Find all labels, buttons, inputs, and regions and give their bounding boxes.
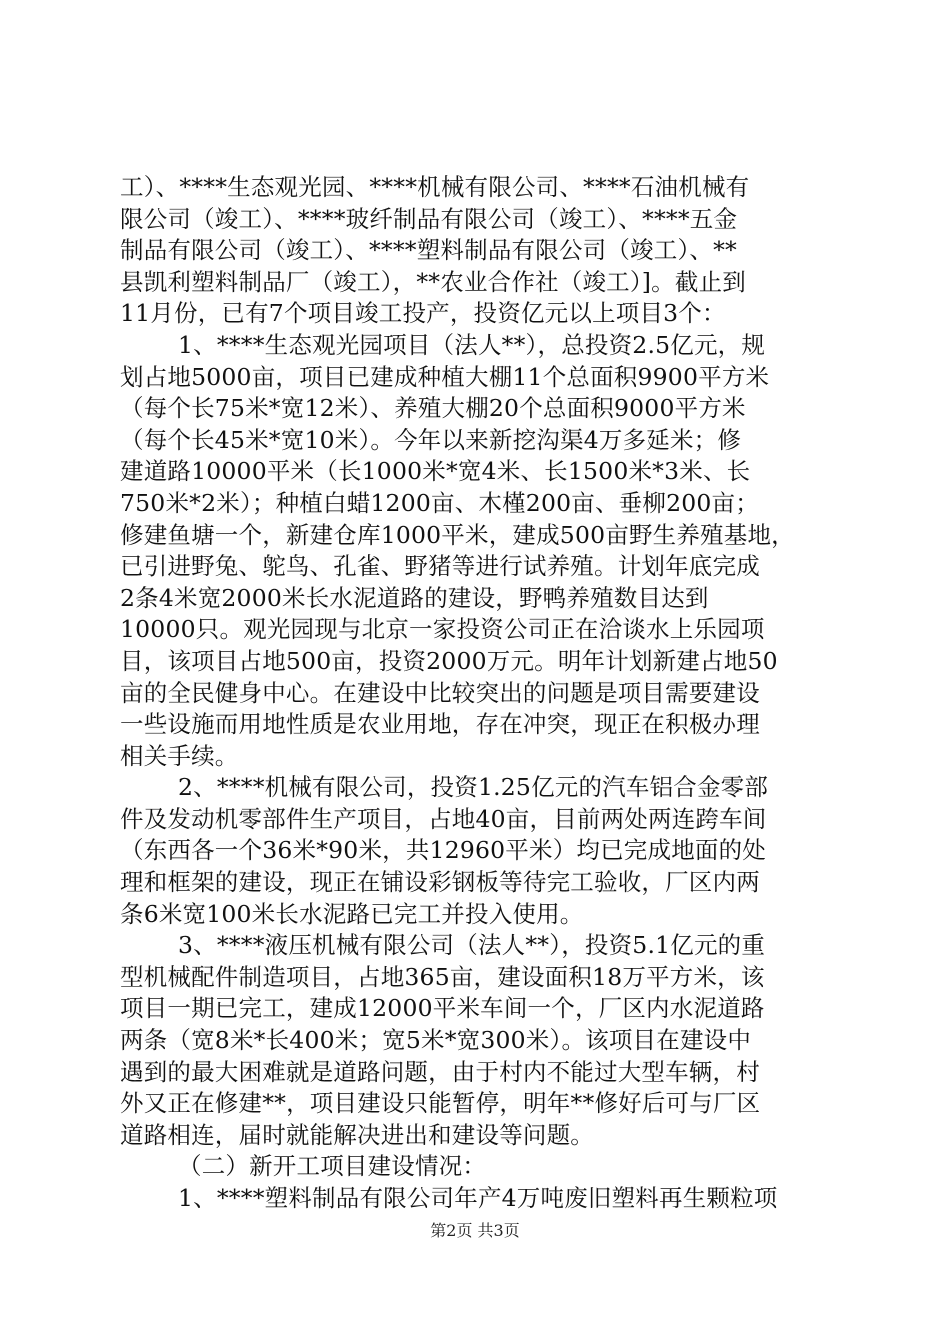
text-line: 工）、****生态观光园、****机械有限公司、****石油机械有 <box>120 173 750 201</box>
paragraph-start: 2、****机械有限公司，投资1.25亿元的汽车铝合金零部 <box>178 773 769 802</box>
text-line: 划占地5000亩，项目已建成种植大棚11个总面积9900平方米 <box>120 362 770 391</box>
text-line: 制品有限公司（竣工）、****塑料制品有限公司（竣工）、** <box>120 236 737 265</box>
text-line: 县凯利塑料制品厂（竣工），**农业合作社（竣工）]。截止到 <box>120 267 746 296</box>
page-number: 第2页 共3页 <box>430 1221 520 1240</box>
text-line: 项目一期已完工，建成12000平米车间一个，厂区内水泥道路 <box>120 994 765 1023</box>
text-line: 限公司（竣工）、****玻纤制品有限公司（竣工）、****五金 <box>120 204 738 233</box>
text-line: 条6米宽100米长水泥路已完工并投入使用。 <box>120 899 584 928</box>
text-line: 11月份，已有7个项目竣工投产，投资亿元以上项目3个： <box>120 299 726 328</box>
text-line: 一些设施而用地性质是农业用地，存在冲突，现正在积极办理 <box>120 710 760 739</box>
text-line: 道路相连，届时就能解决进出和建设等问题。 <box>120 1120 594 1149</box>
text-line: （每个长45米*宽10米）。今年以来新挖沟渠4万多延米；修 <box>120 425 742 454</box>
text-line: 件及发动机零部件生产项目，占地40亩，目前两处两连跨车间 <box>120 804 767 833</box>
text-line: 理和框架的建设，现正在铺设彩钢板等待完工验收，厂区内两 <box>120 868 760 897</box>
text-line: 修建鱼塘一个，新建仓库1000平米，建成500亩野生养殖基地， <box>120 520 795 549</box>
paragraph-start: 1、****塑料制品有限公司年产4万吨废旧塑料再生颗粒项 <box>178 1184 778 1212</box>
text-line: （每个长75米*宽12米）、养殖大棚20个总面积9000平方米 <box>120 394 746 423</box>
text-line: 相关手续。 <box>120 741 239 770</box>
text-line: 亩的全民健身中心。在建设中比较突出的问题是项目需要建设 <box>120 678 760 707</box>
text-line: 遇到的最大困难就是道路问题，由于村内不能过大型车辆，村 <box>120 1057 760 1086</box>
text-line: （东西各一个36米*90米，共12960平米）均已完成地面的处 <box>120 836 767 865</box>
text-line: 已引进野兔、鸵鸟、孔雀、野猪等进行试养殖。计划年底完成 <box>120 552 760 581</box>
section-heading: （二）新开工项目建设情况： <box>178 1152 487 1181</box>
text-line: 目，该项目占地500亩，投资2000万元。明年计划新建占地50 <box>120 646 778 675</box>
text-line: 750米*2米）；种植白蜡1200亩、木槿200亩、垂柳200亩； <box>120 488 759 517</box>
text-line: 建道路10000平米（长1000米*宽4米、长1500米*3米、长 <box>120 457 751 486</box>
text-line: 两条（宽8米*长400米；宽5米*宽300米）。该项目在建设中 <box>120 1026 752 1055</box>
paragraph-start: 1、****生态观光园项目（法人**），总投资2.5亿元，规 <box>178 330 766 359</box>
body-text <box>120 172 835 1215</box>
text-line: 10000只。观光园现与北京一家投资公司正在洽谈水上乐园项 <box>120 615 765 644</box>
text-line: 2条4米宽2000米长水泥道路的建设，野鸭养殖数目达到 <box>120 583 709 612</box>
paragraph-start: 3、****液压机械有限公司（法人**），投资5.1亿元的重 <box>178 931 766 960</box>
text-line: 外又正在修建**，项目建设只能暂停，明年**修好后可与厂区 <box>120 1089 761 1118</box>
text-line: 型机械配件制造项目，占地365亩，建设面积18万平方米，该 <box>120 962 765 991</box>
